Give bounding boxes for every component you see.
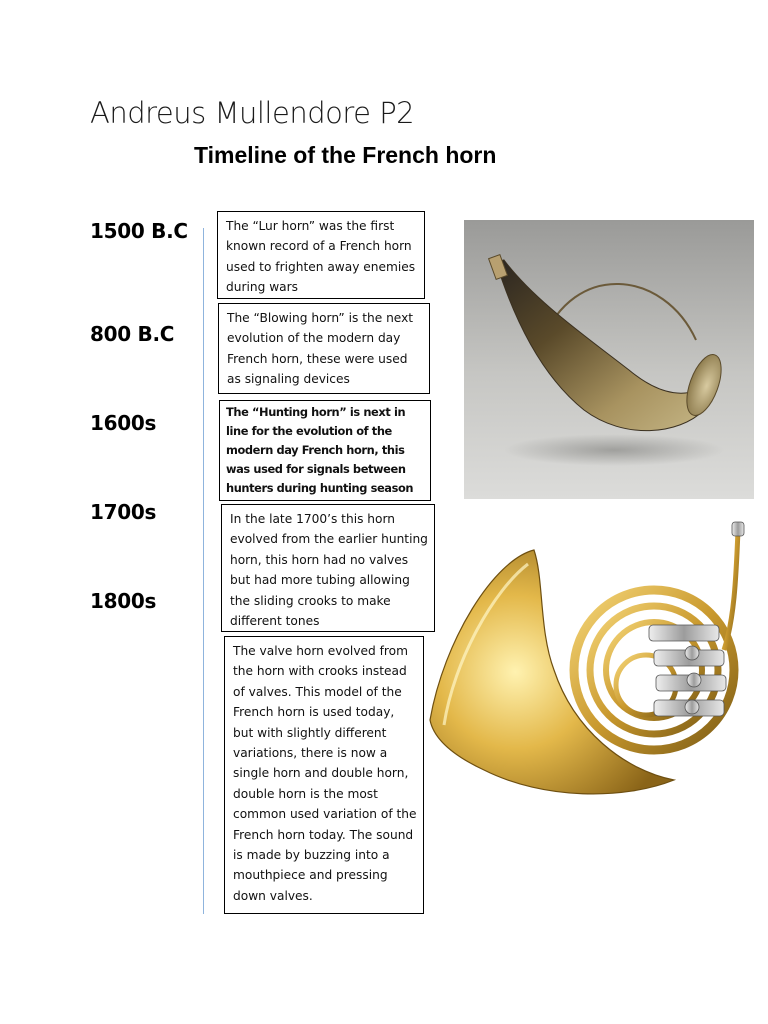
lur-horn-image	[464, 220, 754, 499]
year-label-800bc: 800 B.C	[90, 322, 175, 346]
timeline-entry-valve-horn: The valve horn evolved from the horn with crooks instead of valves. This model of the French horn is used today, but with slightly different variations, there is now a single horn and double horn, double horn is the most common used variation of the French horn today. The sound is made by buzzing into a mouthpiece and pressing down valves.	[224, 636, 424, 914]
year-label-1700s: 1700s	[90, 500, 157, 524]
timeline-entry-hunting-horn: The “Hunting horn” is next in line for the evolution of the modern day French horn, this was used for signals between hunters during hunting season	[219, 400, 431, 501]
year-label-1500bc: 1500 B.C	[90, 219, 188, 243]
page-title: Timeline of the French horn	[194, 142, 497, 168]
timeline-line	[203, 228, 204, 914]
timeline-entry-crook-horn: In the late 1700’s this horn evolved from the earlier hunting horn, this horn had no valves but had more tubing allowing the sliding crooks to make different tones	[221, 504, 435, 632]
author-name: Andreus Mullendore P2	[90, 96, 415, 130]
timeline-entry-lur-horn: The “Lur horn” was the first known record of a French horn used to frighten away enemies during wars	[217, 211, 425, 299]
year-label-1800s: 1800s	[90, 589, 157, 613]
timeline-entry-blowing-horn: The “Blowing horn” is the next evolution of the modern day French horn, these were used as signaling devices	[218, 303, 430, 394]
french-horn-image	[424, 520, 754, 820]
year-label-1600s: 1600s	[90, 411, 157, 435]
